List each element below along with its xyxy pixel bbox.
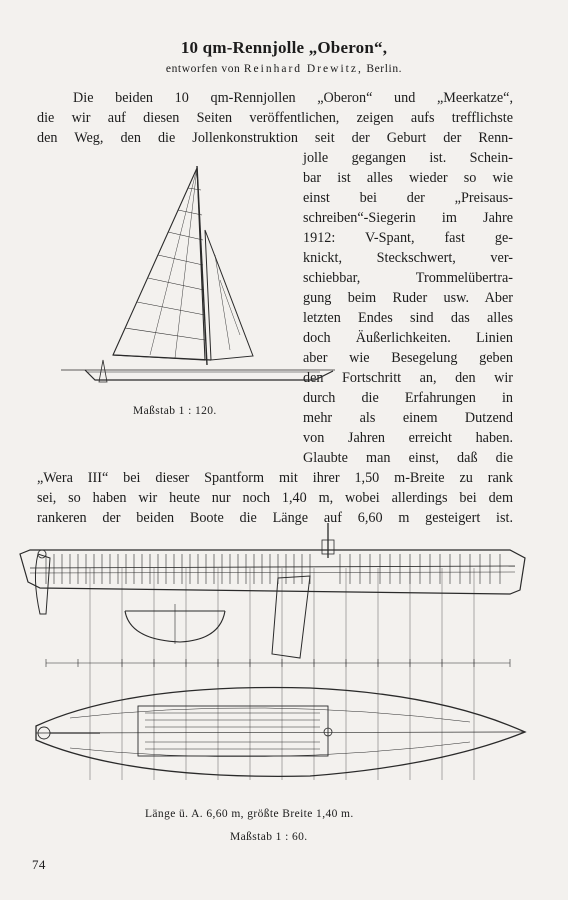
text-line: aber wie Besegelung geben: [303, 350, 513, 366]
subtitle-prefix: entworfen von: [165, 63, 244, 75]
designer-name: Reinhard Drewitz,: [243, 63, 363, 75]
text-line: von Jahren erreicht haben.: [303, 430, 513, 446]
article-title: 10 qm-Rennjolle „Oberon“,: [180, 38, 388, 57]
text-line: „Wera III“ bei dieser Spantform mit ihrer 1,50 m-Breite zu rank: [37, 470, 513, 486]
designer-place: Berlin.: [362, 63, 403, 75]
text-line: letzten Endes sind das alles: [303, 310, 513, 326]
page-number: 74: [32, 857, 46, 872]
construction-plan-drawing: [10, 518, 540, 800]
text-line: sei, so haben wir heute nur noch 1,40 m, wobei allerdings bei dem: [37, 490, 513, 506]
text-line: den Weg, den die Jollenkonstruktion seit der Geburt der Renn-: [37, 130, 513, 146]
article-subtitle: [0, 63, 568, 75]
text-line: jolle gegangen ist. Schein-: [303, 150, 513, 166]
text-line: schiebbar, Trommelübertra-: [303, 270, 513, 286]
text-line: doch Äußerlichkeiten. Linien: [303, 330, 513, 346]
text-line: knickt, Steckschwert, ver-: [303, 250, 513, 266]
text-line: rankeren der beiden Boote die Länge auf 6,60 m gesteigert ist.: [37, 510, 513, 526]
plan-caption-scale: Maßstab 1 : 60.: [230, 831, 308, 843]
text-line: Glaubte man einst, daß die: [303, 450, 513, 466]
text-line: den Fortschritt an, den wir: [303, 370, 513, 386]
text-line: gung beim Ruder usw. Aber: [303, 290, 513, 306]
text-line: mehr als einem Dutzend: [303, 410, 513, 426]
sail-scale-caption: Maßstab 1 : 120.: [133, 405, 217, 417]
text-line: durch die Erfahrungen in: [303, 390, 513, 406]
text-line: schreiben“-Siegerin im Jahre: [303, 210, 513, 226]
text-line: 1912: V-Spant, fast ge-: [303, 230, 513, 246]
text-line: einst bei der „Preisaus-: [303, 190, 513, 206]
text-line: die wir auf diesen Seiten veröffentlichen, zeigen aufs trefflichste: [37, 110, 513, 126]
text-line: Die beiden 10 qm-Rennjollen „Oberon“ und „Meerkatze“,: [73, 90, 513, 106]
plan-caption-dimensions: Länge ü. A. 6,60 m, größte Breite 1,40 m.: [145, 808, 354, 820]
sail-plan-drawing: [55, 160, 340, 395]
text-line: bar ist alles wieder so wie: [303, 170, 513, 186]
